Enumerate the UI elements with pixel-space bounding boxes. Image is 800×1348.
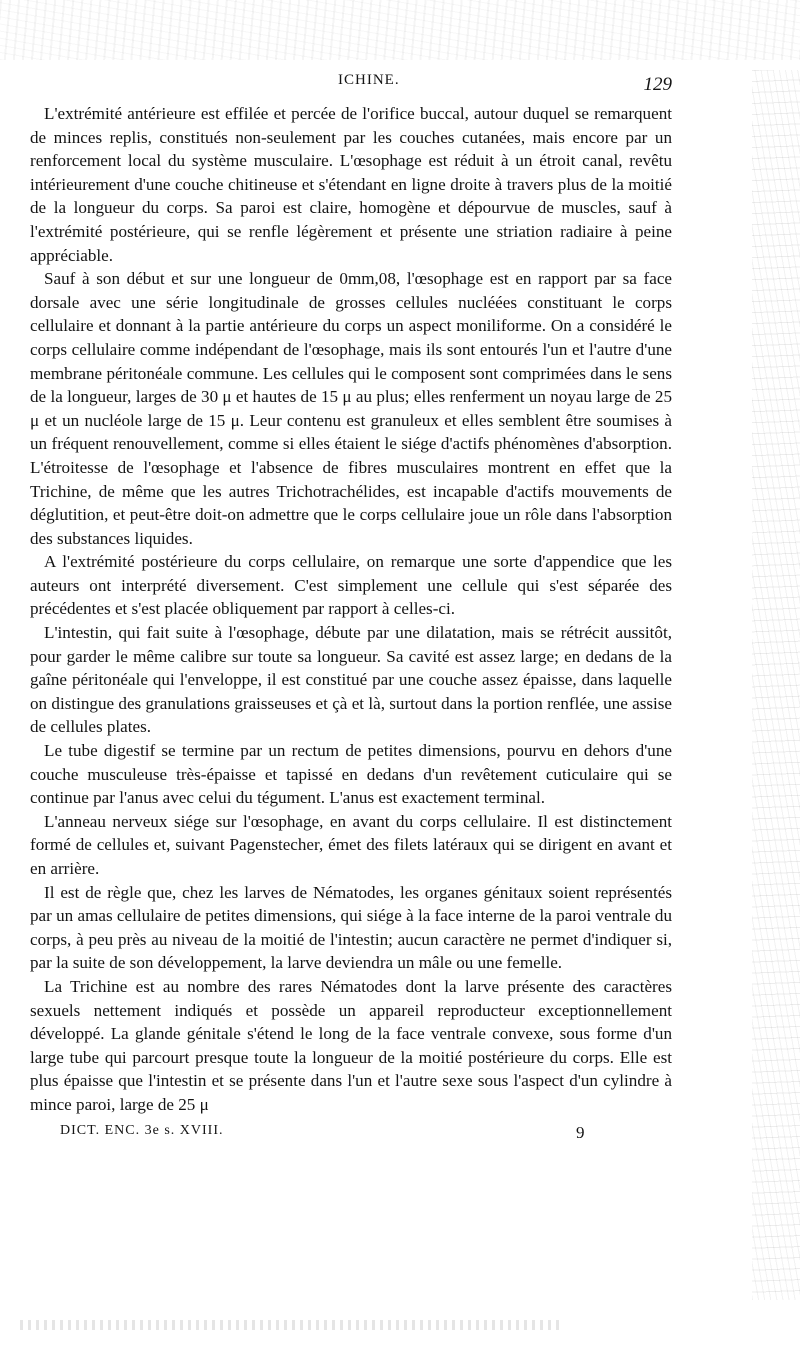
running-head: ICHINE. [338,72,400,88]
paragraph-anterior-extremity: L'extrémité antérieure est effilée et percée de l'orifice buccal, autour duquel se remarquent de minces replis, constitués non-seulement par les couches cutanées, mais encore par un renforcement local du système musculaire. L'œsophage est réduit à un étroit canal, revêtu intérieurement d'une couche chitineuse et s'étendant en ligne droite à travers plus de la moitié de la longueur du corps. Sa paroi est claire, homogène et dépourvue de muscles, sauf à l'extrémité postérieure, qui se renfle légèrement et présente une striation radiaire à peine appréciable. [30,104,672,265]
book-page [30,72,672,1147]
paragraph-rectum: Le tube digestif se termine par un rectum de petites dimensions, pourvu en dehors d'une couche musculeuse très-épaisse et tapissé en dedans d'un revêtement cuticulaire qui se continue par l'anus avec celui du tégument. L'anus est exactement terminal. [30,741,672,808]
scan-noise-bottom [20,1320,560,1330]
signature-mark: DICT. ENC. 3e s. XVIII. [60,1122,224,1138]
scan-noise-right-margin [752,70,800,1300]
paragraph-cellular-body: Sauf à son début et sur une longueur de 0mm,08, l'œsophage est en rapport par sa face dorsale avec une série longitudinale de grosses cellules nucléées constituant le corps cellulaire et donnant à la partie antérieure du corps un aspect moniliforme. On a considéré le corps cellulaire comme indépendant de l'œsophage, mais ils sont entourés l'un et l'autre d'une membrane péritonéale commune. Les cellules qui le composent sont comprimées dans le sens de la longueur, larges de 30 μ et hautes de 15 μ au plus; elles renferment un noyau large de 25 μ et un nucléole large de 15 μ. Leur contenu est granuleux et elles semblent être soumises à un fréquent renouvellement, comme si elles étaient le siége d'actifs phénomènes d'absorption. L'étroitesse de l'œsophage et l'absence de fibres musculaires montrent en effet que la Trichine, de même que les autres Trichotrachélides, est incapable d'actifs mouvements de déglutition, et peut-être doit-on admettre que le corps cellulaire joue un rôle dans l'absorption des substances liquides. [30,269,672,548]
paragraph-genital-organs: Il est de règle que, chez les larves de Nématodes, les organes génitaux soient représentés par un amas cellulaire de petites dimensions, qui siége à la face interne de la paroi ventrale du corps, à peu près au niveau de la moitié de l'intestin; aucun caractère ne permet d'indiquer si, par la suite de son développement, la larve deviendra un mâle ou une femelle. [30,882,672,973]
paragraph-sexual-characters: La Trichine est au nombre des rares Nématodes dont la larve présente des caractères sexuels nettement indiqués et possède un appareil reproducteur exceptionnellement développé. La glande génitale s'étend le long de la face ventrale convexe, sous forme d'un large tube qui parcourt presque toute la longueur de la moitié postérieure du corps. Elle est plus épaisse que l'intestin et se présente dans l'un et l'autre sexe sous l'aspect d'un cylindre à mince paroi, large de 25 μ [30,976,672,1114]
paragraph-intestine: L'intestin, qui fait suite à l'œsophage, débute par une dilatation, mais se rétrécit aussitôt, pour garder le même calibre sur toute sa longueur. Sa cavité est assez large; en dedans de la gaîne péritonéale qui l'enveloppe, il est constitué par une couche assez épaisse, dans laquelle on distingue des granulations graisseuses et çà et là, surtout dans la portion renflée, une assise de cellules plates. [30,623,672,737]
paragraph-nerve-ring: L'anneau nerveux siége sur l'œsophage, en avant du corps cellulaire. Il est distinctement formé de cellules et, suivant Pagenstecher, émet des filets latéraux qui se dirigent en avant et en arrière. [30,811,672,878]
body-text [30,102,672,1117]
page-header [30,72,672,102]
scan-noise-top [0,0,800,60]
paragraph-appendix: A l'extrémité postérieure du corps cellulaire, on remarque une sorte d'appendice que les auteurs ont interprété diversement. C'est simplement une cellule qui s'est séparée des précédentes et s'est placée obliquement par rapport à celles-ci. [30,552,672,619]
page-number: 129 [643,74,672,95]
page-footer [30,1123,672,1147]
sheet-number: 9 [576,1122,585,1142]
